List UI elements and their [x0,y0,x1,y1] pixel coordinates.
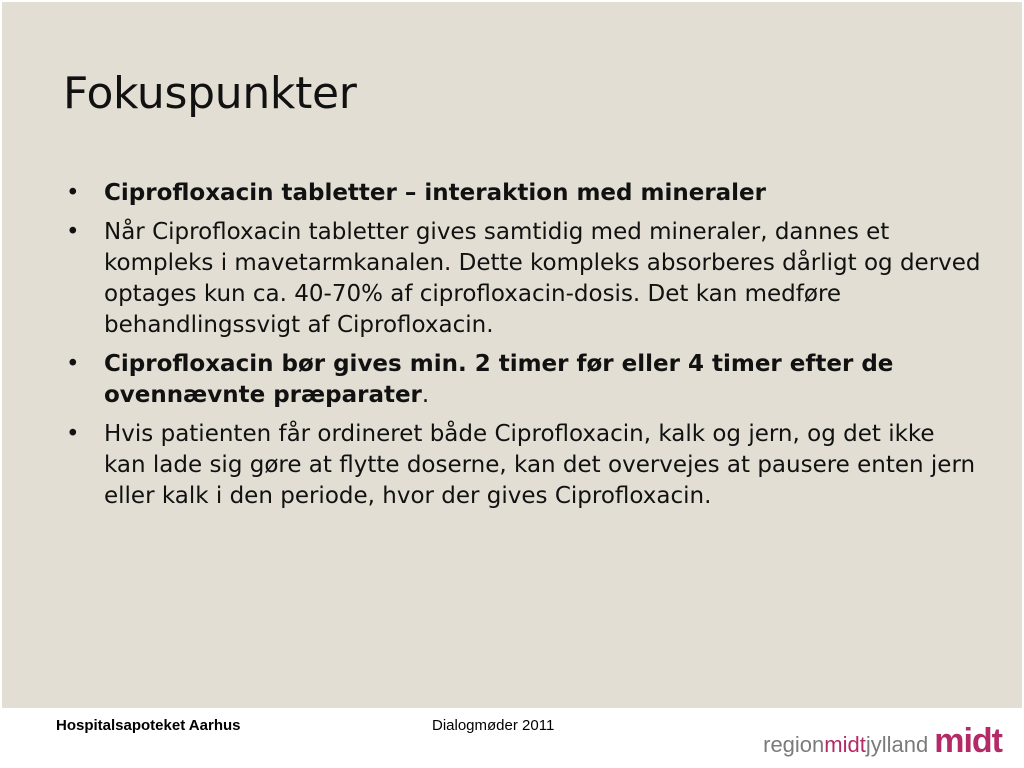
bullet-text: Når Ciprofloxacin tabletter gives samtidig med mineraler, dannes et kompleks i mavetarmkanalen. Dette kompleks absorberes dårligt og derved optages kun ca. 40-70% af ciprofloxacin-dosis. Det kan medføre behandlingssvigt af Ciprofloxacin. [104,219,981,338]
logo-text-midt: midt [824,732,866,757]
bullet-text: Ciprofloxacin bør gives min. 2 timer før eller 4 timer efter de ovennævnte præparater [104,351,894,408]
bullet-text: Hvis patienten får ordineret både Ciprofloxacin, kalk og jern, og det ikke kan lade sig gøre at flytte doserne, kan det overvejes at pausere enten jern eller kalk i den periode, hvor der gives Ciprofloxacin. [104,421,976,509]
region-midtjylland-logo [763,722,1002,761]
logo-text-jylland: jylland [865,732,929,757]
slide-area [2,2,1022,708]
bullet-list [62,178,982,520]
bullet-suffix: . [421,382,430,408]
bullet-dot: • [66,180,80,206]
bullet-item [62,217,982,341]
bullet-item [62,178,982,209]
bullet-dot: • [66,219,80,245]
logo-text-region: region [763,732,825,757]
bullet-dot: • [66,421,80,447]
bullet-item [62,419,982,512]
slide-title: Fokuspunkter [63,68,357,119]
footer-organization: Hospitalsapoteket Aarhus [56,717,241,734]
bullet-dot: • [66,351,80,377]
bullet-item [62,349,982,411]
logo-mark-midt: midt [934,722,1002,760]
bullet-text: Ciprofloxacin tabletter – interaktion med mineraler [104,180,767,206]
footer [0,708,1024,768]
footer-event: Dialogmøder 2011 [432,717,555,734]
